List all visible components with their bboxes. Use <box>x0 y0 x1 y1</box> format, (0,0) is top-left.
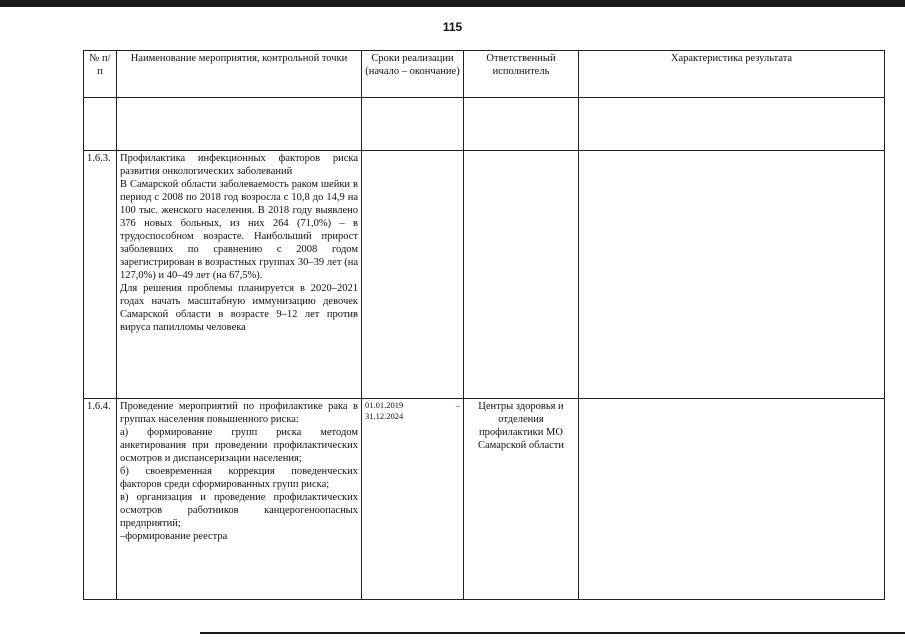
row-responsible <box>464 151 579 399</box>
row-name-paragraph: а) формирование групп риска методом анкетирования при проведении профилактических осмотров и диспансеризации населения; <box>120 427 358 464</box>
scan-bottom-edge <box>200 632 905 634</box>
row-result <box>579 151 885 399</box>
row-name-paragraph: Для решения проблемы планируется в 2020–2021 годах начать масштабную иммунизацию девочек Самарской области в возрасте 9–12 лет против вируса папилломы человека <box>120 283 358 333</box>
row-name-paragraph: Проведение мероприятий по профилактике рака в группах населения повышенного риска: <box>120 401 358 425</box>
table-spacer-row <box>84 98 885 151</box>
header-responsible: Ответственный исполнитель <box>464 51 579 98</box>
row-name-paragraph: В Самарской области заболеваемость раком шейки в период с 2008 по 2018 год возросла с 10,8 до 14,9 на 100 тыс. женского населения. В 2018 году выявлено 376 новых больных, из них 264 (71,0%) – в трудоспособном возрасте. Наибольший прирост заболевших по сравнению с 2008 годом зарегистрирован в возрастных группах 30–39 лет (на 127,0%) и 40–49 лет (на 67,5%). <box>120 179 358 281</box>
plan-table <box>83 50 885 600</box>
row-number: 1.6.4. <box>84 399 117 600</box>
header-result: Характеристика результата <box>579 51 885 98</box>
row-name <box>117 399 362 600</box>
table-header-row <box>84 51 885 98</box>
row-name-paragraph: в) организация и проведение профилактических осмотров работников канцерогеноопасных предприятий; <box>120 492 358 529</box>
header-num: № п/п <box>84 51 117 98</box>
row-name-paragraph: Профилактика инфекционных факторов риска развития онкологических заболеваний <box>120 153 358 177</box>
dates-dash: – <box>455 400 460 410</box>
dates-end: 31.12.2024 <box>365 411 404 421</box>
row-name <box>117 151 362 399</box>
header-dates: Сроки реализации (начало – окончание) <box>362 51 464 98</box>
table-row <box>84 151 885 399</box>
dates-start: 01.01.2019 <box>365 400 404 410</box>
row-name-paragraph: б) своевременная коррекция поведенческих факторов среди сформированных групп риска; <box>120 466 358 490</box>
row-number: 1.6.3. <box>84 151 117 399</box>
row-dates <box>362 399 464 600</box>
row-name-paragraph: –формирование реестра <box>120 531 228 542</box>
scan-top-edge <box>0 0 905 7</box>
row-dates <box>362 151 464 399</box>
header-name: Наименование мероприятия, контрольной точки <box>117 51 362 98</box>
row-result <box>579 399 885 600</box>
table-row <box>84 399 885 600</box>
row-responsible: Центры здоровья и отделения профилактики МО Самарской области <box>464 399 579 600</box>
page-number: 115 <box>442 20 463 34</box>
